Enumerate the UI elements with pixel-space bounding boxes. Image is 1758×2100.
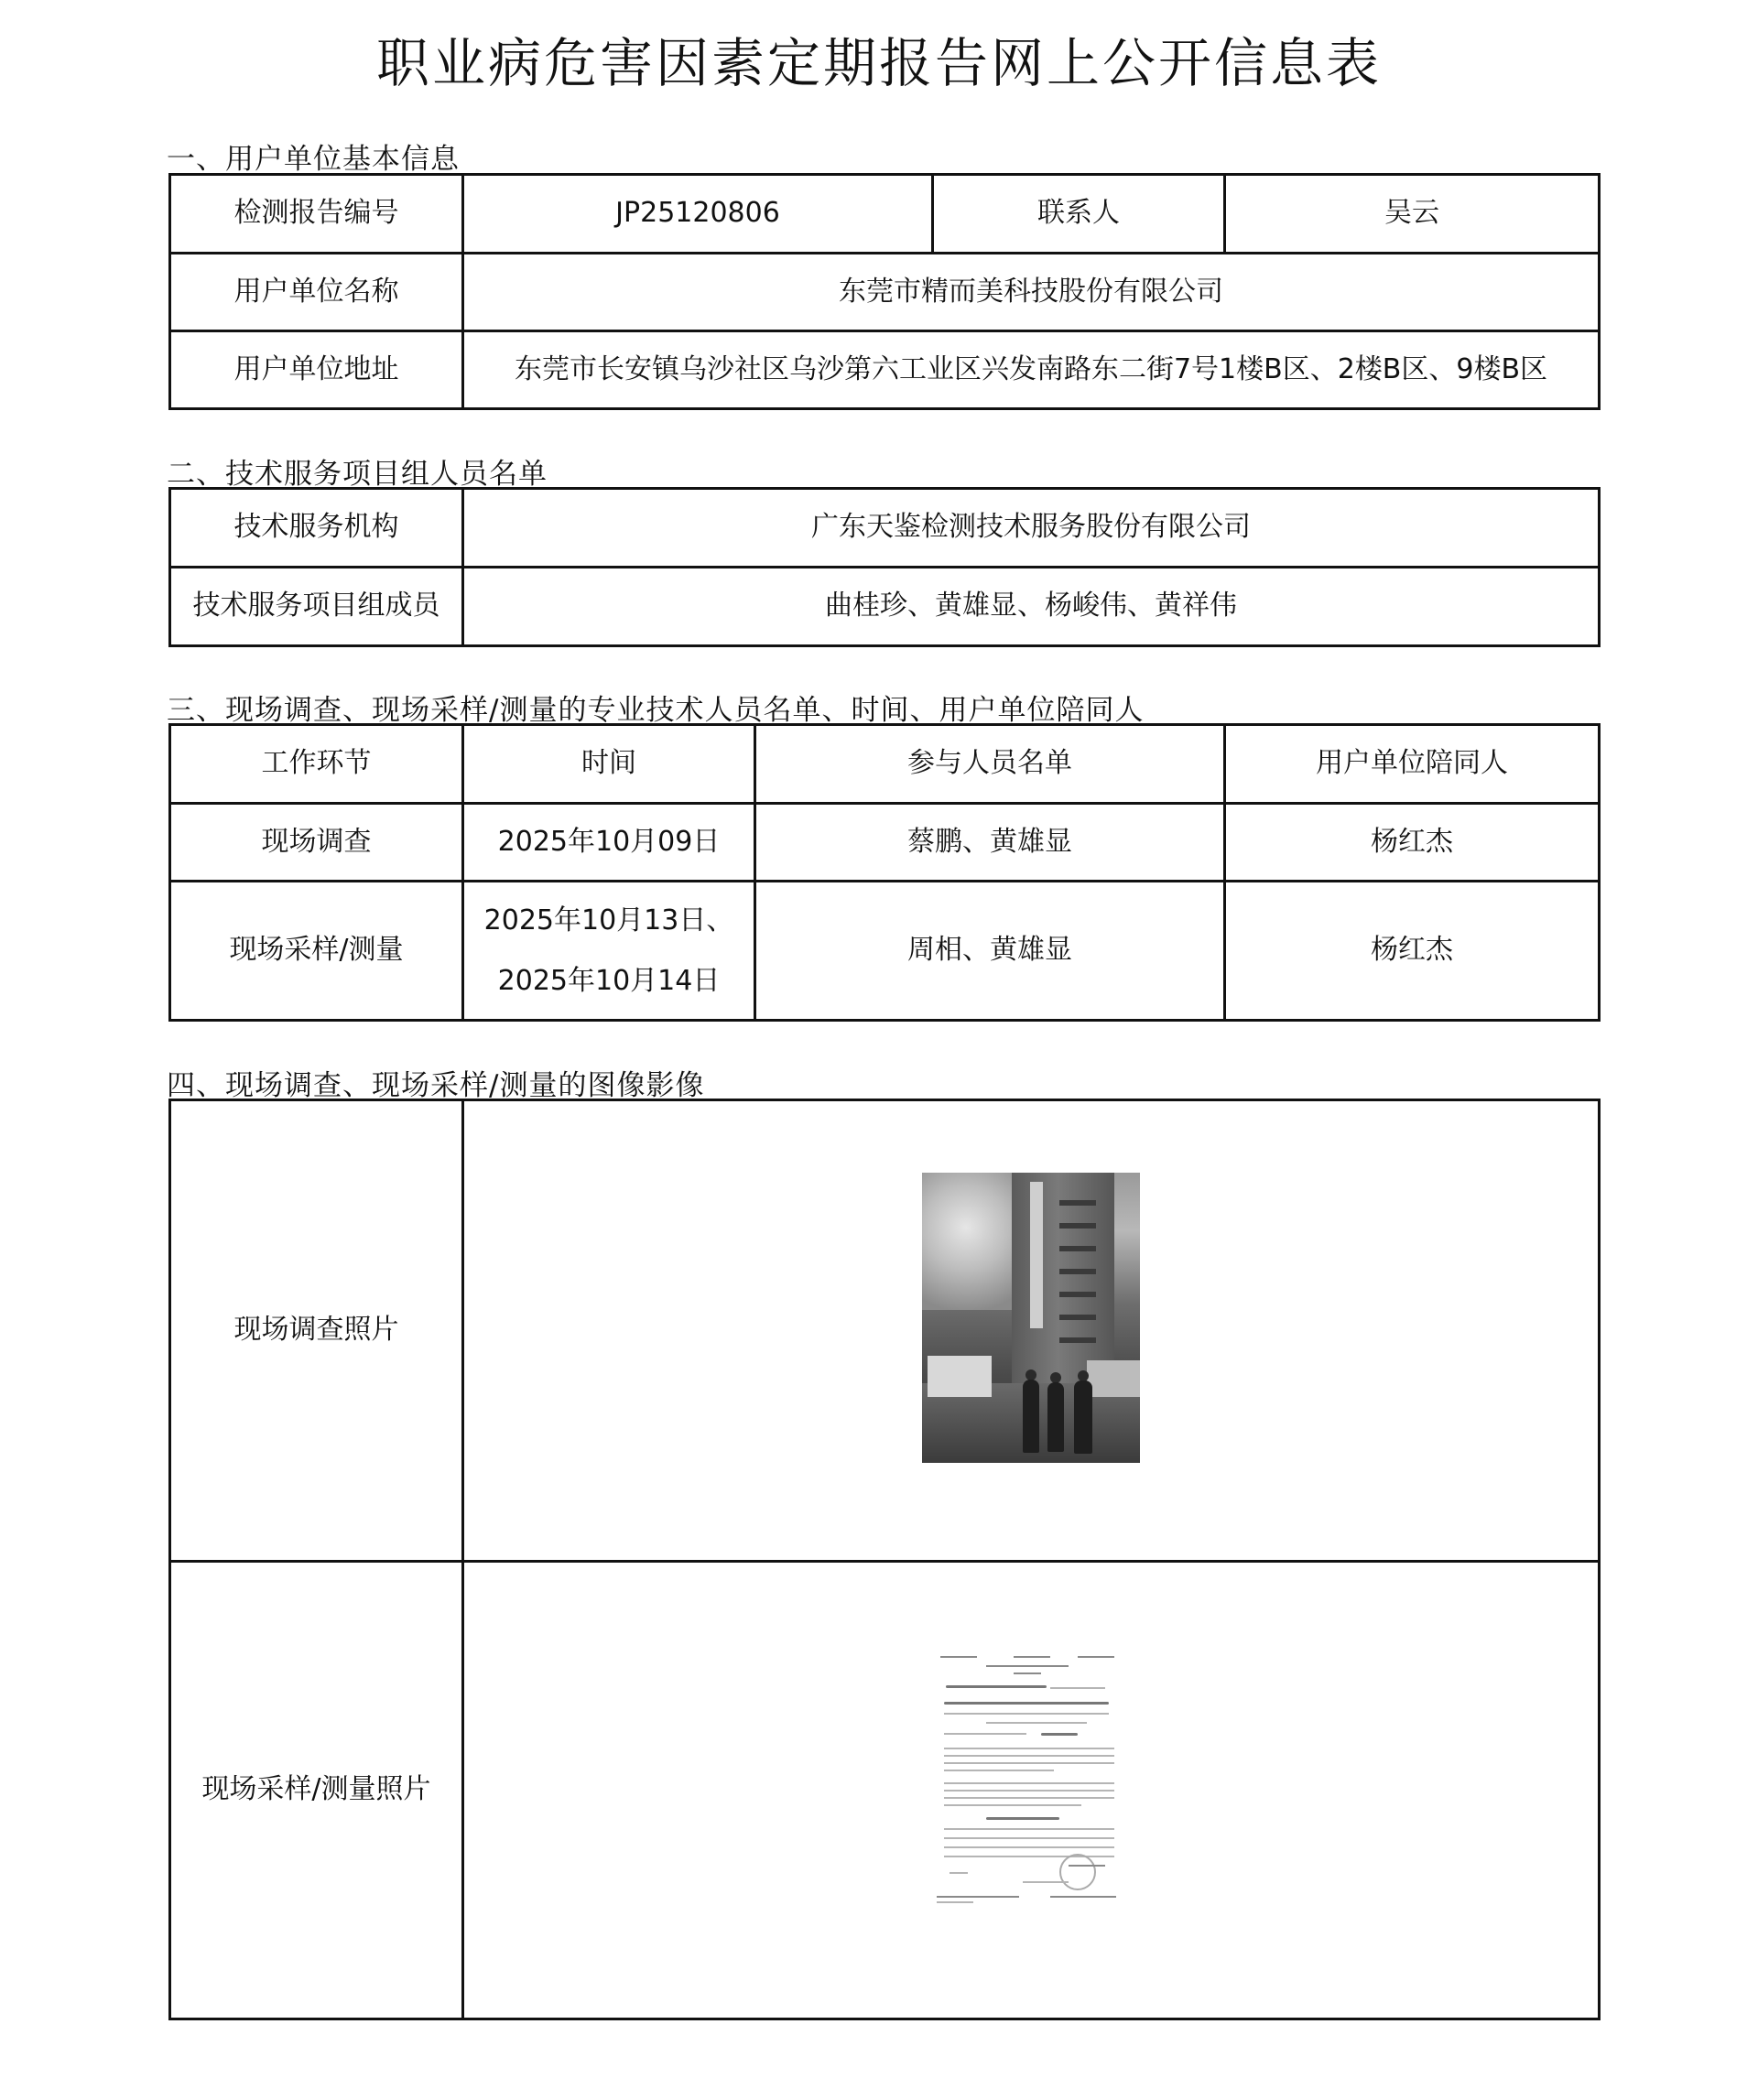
contact-value: 吴云 [1225, 175, 1600, 254]
report-no-label: 检测报告编号 [170, 175, 463, 254]
survey-photo-label: 现场调查照片 [170, 1100, 463, 1562]
stage-cell: 现场采样/测量 [170, 882, 463, 1021]
team-table [168, 487, 1601, 647]
company-label: 用户单位名称 [170, 254, 463, 331]
basic-info-table [168, 173, 1601, 410]
people-cell: 周相、黄雄显 [755, 882, 1225, 1021]
report-no-value: JP25120806 [463, 175, 933, 254]
time-cell: 2025年10月09日 [463, 804, 755, 882]
company-value: 东莞市精而美科技股份有限公司 [463, 254, 1600, 331]
contact-label: 联系人 [933, 175, 1225, 254]
time-line-1: 2025年10月13日、 [483, 904, 734, 936]
time-line-2: 2025年10月14日 [497, 964, 721, 997]
sampling-record-photo [931, 1649, 1123, 1907]
org-label: 技术服务机构 [170, 489, 463, 568]
survey-photo [922, 1173, 1140, 1463]
time-cell [463, 882, 755, 1021]
sampling-photo-label: 现场采样/测量照片 [170, 1562, 463, 2019]
members-label: 技术服务项目组成员 [170, 568, 463, 646]
section1-heading: 一、用户单位基本信息 [167, 143, 460, 176]
stage-cell: 现场调查 [170, 804, 463, 882]
address-label: 用户单位地址 [170, 331, 463, 409]
staff-table [168, 723, 1601, 1022]
section2-heading: 二、技术服务项目组人员名单 [167, 458, 548, 491]
org-value: 广东天鉴检测技术服务股份有限公司 [463, 489, 1600, 568]
section3-heading: 三、现场调查、现场采样/测量的专业技术人员名单、时间、用户单位陪同人 [167, 694, 1145, 727]
header-time: 时间 [463, 725, 755, 804]
escort-cell: 杨红杰 [1225, 882, 1600, 1021]
page-title: 职业病危害因素定期报告网上公开信息表 [375, 32, 1382, 94]
escort-cell: 杨红杰 [1225, 804, 1600, 882]
section4-heading: 四、现场调查、现场采样/测量的图像影像 [167, 1069, 705, 1102]
header-escort: 用户单位陪同人 [1225, 725, 1600, 804]
header-stage: 工作环节 [170, 725, 463, 804]
table-row [170, 882, 1600, 1021]
header-people: 参与人员名单 [755, 725, 1225, 804]
survey-photo-cell [463, 1100, 1600, 1562]
people-cell: 蔡鹏、黄雄显 [755, 804, 1225, 882]
members-value: 曲桂珍、黄雄显、杨峻伟、黄祥伟 [463, 568, 1600, 646]
table-row [170, 804, 1600, 882]
address-value: 东莞市长安镇乌沙社区乌沙第六工业区兴发南路东二街7号1楼B区、2楼B区、9楼B区 [463, 331, 1600, 409]
sampling-photo-cell [463, 1562, 1600, 2019]
photo-table [168, 1099, 1601, 2020]
